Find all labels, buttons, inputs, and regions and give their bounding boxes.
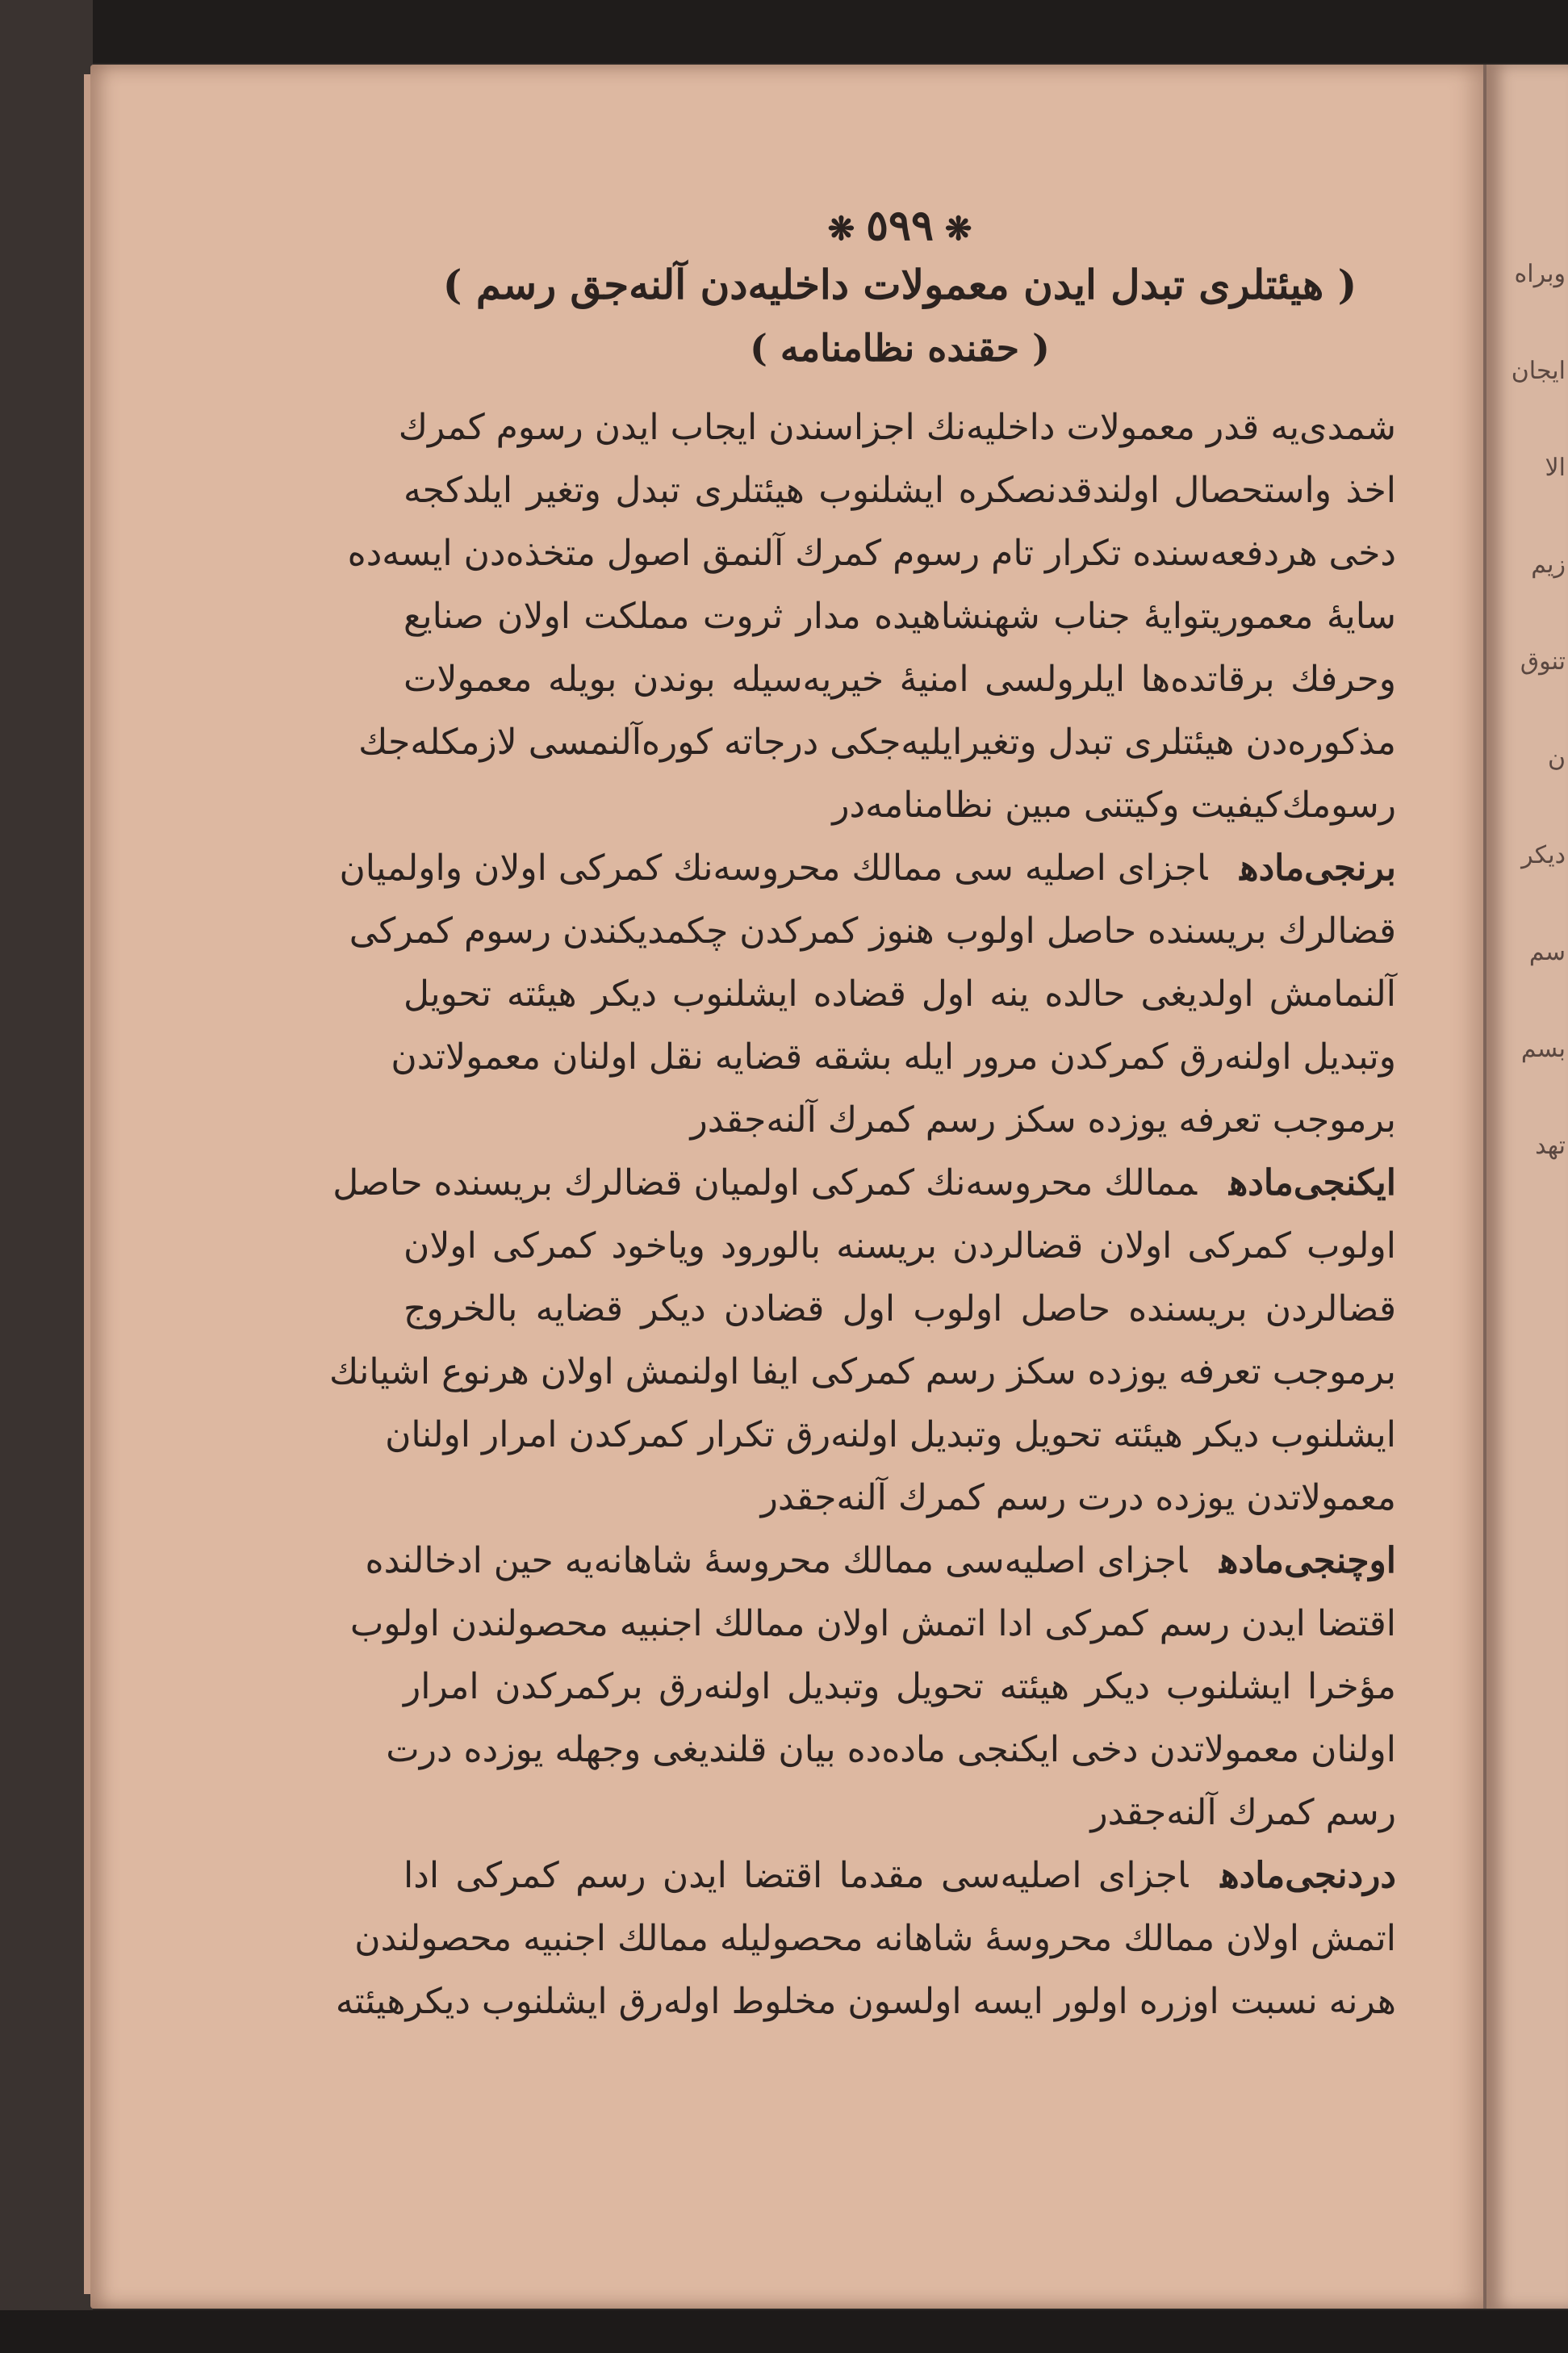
- ornament-icon: ❋: [944, 210, 972, 248]
- margin-note: تنوق: [1520, 647, 1566, 676]
- preamble-paragraph: [347, 396, 1396, 837]
- scan-background-bottom: [0, 2310, 1568, 2353]
- scan-background-top: [0, 0, 1568, 63]
- ornament-icon: ❋: [827, 210, 855, 248]
- text-line: اخذ واستحصال اولندقدنصكره ایشلنوب هیئتلری تبدل وتغیر ایلدكجه: [403, 470, 1396, 511]
- article-text: اجزای اصلیه‌سی ممالك محروسهٔ شاهانه‌یه حین ادخالنده: [365, 1540, 1188, 1581]
- article-label: ایكنجی‌ماده: [1229, 1162, 1396, 1204]
- article-text: اجزای اصلیه‌سی مقدما اقتضا ایدن رسم كمركی ادا: [403, 1855, 1189, 1896]
- text-line: قضالرك بریسنده حاصل اولوب هنوز كمركدن چكمدیكندن رسوم كمركی: [349, 911, 1396, 952]
- margin-note: ایجان: [1511, 357, 1566, 385]
- text-line: [365, 1530, 1396, 1593]
- document-title: ( هیئتلری تبدل ایدن معمولات داخلیه‌دن آلنه‌جق رسم ): [442, 261, 1357, 308]
- text-line: اقتضا ایدن رسم كمركی ادا اتمش اولان ممالك اجنبیه محصولندن اولوب: [349, 1603, 1396, 1644]
- text-line: اولنان معمولاتدن دخی ایكنجی ماده‌ده بیان قلندیغی وجهله یوزده درت: [386, 1729, 1396, 1770]
- margin-note: تهد: [1535, 1132, 1566, 1160]
- text-line: سایهٔ معموریتوایهٔ جناب شهنشاهیده مدار ثروت مملكت اولان صنایع: [403, 596, 1396, 637]
- text-line: [332, 1152, 1396, 1215]
- text-line: معمولاتدن یوزده درت رسم كمرك آلنه‌جقدر: [760, 1477, 1396, 1518]
- text-line: آلنمامش اولدیغی حالده ینه اول قضاده ایشلنوب دیكر هیئته تحویل: [403, 973, 1397, 1015]
- text-line: مؤخرا ایشلنوب دیكر هیئته تحویل وتبدیل اولنه‌رق بركمركدن امرار: [403, 1666, 1396, 1707]
- article-text: ممالك محروسه‌نك كمركی اولمیان قضالرك بریسنده حاصل: [332, 1162, 1198, 1204]
- text-line: هرنه نسبت اوزره اولور ایسه اولسون مخلوط اوله‌رق ایشلنوب دیكرهیئته: [335, 1981, 1396, 2022]
- page-number: ٥٩٩: [866, 201, 934, 250]
- article-3: [349, 1530, 1396, 1844]
- article-4: [335, 1844, 1396, 2033]
- text-line: وحرفك برقاتده‌ها ایلرولسی امنیهٔ خیریه‌سیله بوندن بویله معمولات: [403, 659, 1396, 700]
- article-2: [329, 1152, 1396, 1530]
- text-line: [403, 1844, 1396, 1907]
- document-subtitle: ( حقنده نظامنامه ): [750, 326, 1050, 370]
- margin-note: زیم: [1531, 551, 1566, 579]
- adjacent-page-text: [1509, 250, 1566, 1219]
- margin-note: ن: [1547, 744, 1566, 772]
- text-line: رسومك‌كیفیت وكیتنی مبین نظامنامه‌در: [832, 785, 1396, 826]
- margin-note: دیکر: [1521, 841, 1566, 869]
- page-number-header: [403, 198, 1396, 254]
- article-text: اجزای اصلیه سی ممالك محروسه‌نك كمركی اولان واولمیان: [339, 848, 1208, 889]
- text-line: رسم كمرك آلنه‌جقدر: [1090, 1792, 1396, 1833]
- text-line: مذكوره‌دن هیئتلری تبدل وتغیرایلیه‌جكی درجاته كوره‌آلنمسی لازمكله‌جك: [358, 722, 1396, 763]
- text-line: اتمش اولان ممالك محروسهٔ شاهانه محصولیله ممالك اجنبیه محصولندن: [354, 1918, 1396, 1959]
- margin-note: سم: [1528, 938, 1566, 966]
- text-line: [339, 837, 1396, 900]
- margin-note: الا: [1545, 454, 1566, 482]
- article-label: اوچنجی‌ماده: [1219, 1540, 1396, 1581]
- text-line: شمدی‌یه قدر معمولات داخلیه‌نك اجزاسندن ایجاب ایدن رسوم كمرك: [398, 407, 1396, 448]
- text-line: اولوب كمركی اولان قضالردن بریسنه بالورود ویاخود كمركی اولان: [403, 1225, 1396, 1267]
- text-line: برموجب تعرفه یوزده سكز رسم كمرك آلنه‌جقدر: [690, 1099, 1396, 1141]
- text-line: دخی هردفعه‌سنده تكرار تام رسوم كمرك آلنمق اصول متخذه‌دن ایسه‌ده: [347, 533, 1396, 574]
- text-line: ایشلنوب دیكر هیئته تحویل وتبدیل اولنه‌رق تكرار كمركدن امرار اولنان: [385, 1414, 1396, 1455]
- article-label: دردنجی‌ماده: [1220, 1855, 1396, 1896]
- margin-note: وبراه: [1514, 260, 1566, 288]
- article-label: برنجی‌ماده: [1240, 848, 1396, 889]
- text-line: وتبدیل اولنه‌رق كمركدن مرور ایله بشقه قضایه نقل اولنان معمولاتدن: [391, 1036, 1396, 1078]
- margin-note: بسم: [1520, 1035, 1566, 1063]
- article-1: [339, 837, 1397, 1152]
- text-line: قضالردن بریسنده حاصل اولوب اول قضادن دیكر قضایه بالخروج: [403, 1288, 1396, 1329]
- text-line: برموجب تعرفه یوزده سكز رسم كمركی ایفا اولنمش اولان هرنوع اشیانك: [329, 1351, 1396, 1392]
- book-binding-left: [0, 0, 93, 2353]
- page-text-block: [329, 198, 1397, 2033]
